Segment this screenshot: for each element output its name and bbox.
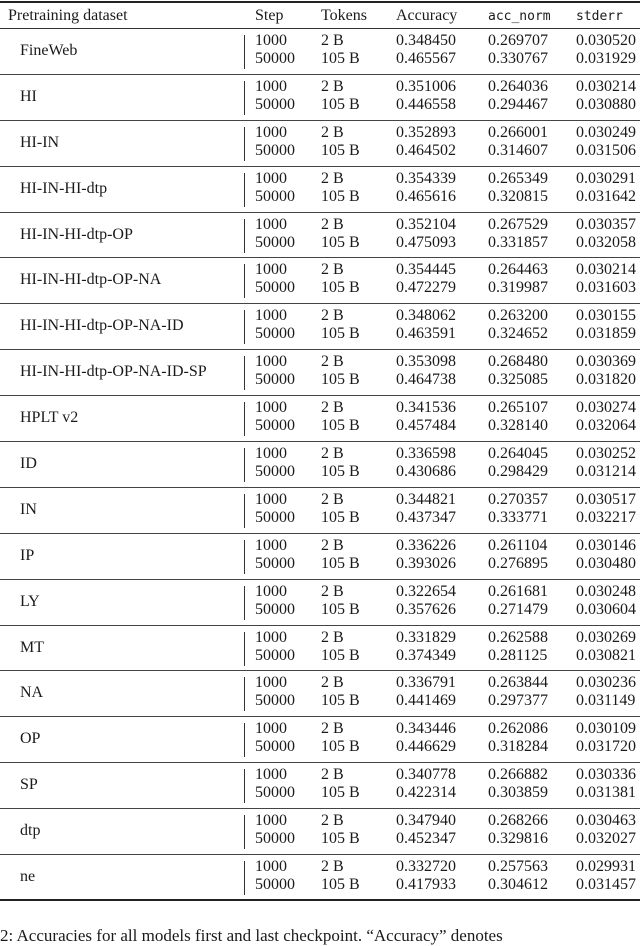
cell-tokens: 2 B [321,353,344,371]
dataset-name: OP [20,730,41,748]
dataset-name: HI-IN-HI-dtp-OP-NA-ID-SP [20,363,207,381]
cell-step: 50000 [255,95,295,113]
cell-step: 1000 [255,674,287,692]
cell-step: 1000 [255,490,287,508]
cell-accuracy: 0.374349 [396,646,456,664]
cell-accuracy: 0.393026 [396,554,456,572]
cell-accuracy: 0.464502 [396,141,456,159]
dataset-name: IN [20,500,37,518]
table-row [0,371,640,389]
cell-stderr: 0.031149 [576,692,636,710]
cell-acc-norm: 0.304612 [488,876,548,894]
table-row-group [0,258,640,304]
table-row [0,674,640,692]
table-row [0,188,640,206]
table-row [0,583,640,601]
table-row-group [0,121,640,167]
cell-acc-norm: 0.264463 [488,261,548,279]
dataset-name: NA [20,684,44,702]
cell-stderr: 0.030520 [576,32,636,49]
dataset-name: ID [20,455,37,473]
table-row [0,399,640,417]
cell-tokens: 2 B [321,628,344,646]
cell-step: 50000 [255,463,295,481]
cell-step: 1000 [255,536,287,554]
table-row [0,491,640,509]
cell-step: 1000 [255,858,287,876]
cell-tokens: 105 B [321,692,360,710]
cell-step: 50000 [255,325,295,343]
cell-acc-norm: 0.265349 [488,169,548,187]
header-step: Step [255,7,284,24]
cell-step: 50000 [255,876,295,894]
cell-stderr: 0.030109 [576,720,636,738]
cell-accuracy: 0.352893 [396,123,456,141]
table-row-group [0,75,640,121]
cell-step: 1000 [255,399,287,417]
header-tokens: Tokens [321,7,367,24]
cell-accuracy: 0.336598 [396,445,456,463]
cell-acc-norm: 0.262086 [488,720,548,738]
cell-acc-norm: 0.314607 [488,141,548,159]
cell-acc-norm: 0.265107 [488,399,548,417]
dataset-name: HPLT v2 [20,409,79,427]
cell-stderr: 0.031820 [576,371,636,389]
table-row [0,78,640,96]
cell-acc-norm: 0.276895 [488,554,548,572]
table-row [0,234,640,252]
cell-tokens: 2 B [321,77,344,95]
cell-step: 50000 [255,50,295,67]
cell-stderr: 0.031929 [576,50,636,67]
cell-stderr: 0.030336 [576,766,636,784]
table-row [0,124,640,142]
cell-stderr: 0.030155 [576,307,636,325]
cell-accuracy: 0.336226 [396,536,456,554]
cell-accuracy: 0.465567 [396,50,456,67]
cell-accuracy: 0.332720 [396,858,456,876]
table-row [0,353,640,371]
dataset-name: dtp [20,822,41,840]
cell-step: 50000 [255,371,295,389]
cell-accuracy: 0.465616 [396,187,456,205]
cell-stderr: 0.031457 [576,876,636,894]
cell-step: 1000 [255,215,287,233]
cell-stderr: 0.030357 [576,215,636,233]
cell-tokens: 105 B [321,600,360,618]
table-row-group [0,304,640,350]
cell-tokens: 105 B [321,554,360,572]
cell-step: 1000 [255,628,287,646]
cell-accuracy: 0.341536 [396,399,456,417]
cell-accuracy: 0.457484 [396,417,456,435]
cell-tokens: 105 B [321,646,360,664]
cell-tokens: 105 B [321,325,360,343]
table-row [0,96,640,114]
cell-acc-norm: 0.261104 [488,536,548,554]
table-row [0,216,640,234]
cell-accuracy: 0.348062 [396,307,456,325]
table-row-group [0,167,640,213]
cell-tokens: 105 B [321,784,360,802]
cell-stderr: 0.030274 [576,399,636,417]
cell-accuracy: 0.430686 [396,463,456,481]
cell-acc-norm: 0.320815 [488,187,548,205]
table-row [0,142,640,160]
table-row [0,463,640,481]
cell-tokens: 105 B [321,738,360,756]
table-row [0,830,640,848]
cell-stderr: 0.032027 [576,830,636,848]
table-row-group [0,213,640,259]
cell-step: 1000 [255,261,287,279]
cell-acc-norm: 0.331857 [488,233,548,251]
cell-accuracy: 0.343446 [396,720,456,738]
table-row [0,307,640,325]
cell-acc-norm: 0.319987 [488,279,548,297]
cell-step: 1000 [255,123,287,141]
cell-acc-norm: 0.303859 [488,784,548,802]
cell-stderr: 0.031381 [576,784,636,802]
cell-accuracy: 0.322654 [396,582,456,600]
cell-stderr: 0.032058 [576,233,636,251]
table-row-group [0,580,640,626]
cell-acc-norm: 0.268480 [488,353,548,371]
cell-step: 50000 [255,508,295,526]
cell-accuracy: 0.417933 [396,876,456,894]
table-row [0,738,640,756]
table-row [0,601,640,619]
table-row [0,50,640,68]
cell-stderr: 0.030248 [576,582,636,600]
cell-accuracy: 0.422314 [396,784,456,802]
cell-acc-norm: 0.270357 [488,490,548,508]
cell-step: 50000 [255,233,295,251]
cell-acc-norm: 0.263200 [488,307,548,325]
cell-tokens: 105 B [321,141,360,159]
cell-accuracy: 0.344821 [396,490,456,508]
table-row-group [0,626,640,672]
cell-step: 1000 [255,307,287,325]
table-row [0,170,640,188]
cell-acc-norm: 0.330767 [488,50,548,67]
cell-accuracy: 0.352104 [396,215,456,233]
cell-acc-norm: 0.324652 [488,325,548,343]
table-row-group [0,855,640,901]
cell-tokens: 105 B [321,95,360,113]
cell-stderr: 0.030214 [576,77,636,95]
cell-step: 50000 [255,784,295,802]
cell-accuracy: 0.357626 [396,600,456,618]
cell-acc-norm: 0.325085 [488,371,548,389]
cell-tokens: 2 B [321,536,344,554]
table-header [0,3,640,29]
cell-acc-norm: 0.294467 [488,95,548,113]
cell-accuracy: 0.331829 [396,628,456,646]
cell-step: 50000 [255,600,295,618]
table-row [0,509,640,527]
table-caption: 2: Accuracies for all models first and last checkpoint. “Accuracy” denotes [0,926,503,945]
header-dataset: Pretraining dataset [8,7,128,24]
cell-stderr: 0.030369 [576,353,636,371]
cell-tokens: 2 B [321,32,344,49]
table-row-group [0,488,640,534]
cell-tokens: 105 B [321,233,360,251]
cell-step: 50000 [255,141,295,159]
cell-acc-norm: 0.261681 [488,582,548,600]
cell-acc-norm: 0.257563 [488,858,548,876]
cell-step: 1000 [255,445,287,463]
header-stderr: stderr [576,9,623,24]
cell-step: 1000 [255,32,287,49]
header-acc-norm: acc_norm [488,9,551,24]
cell-accuracy: 0.441469 [396,692,456,710]
cell-tokens: 2 B [321,674,344,692]
cell-acc-norm: 0.333771 [488,508,548,526]
cell-tokens: 2 B [321,582,344,600]
cell-acc-norm: 0.318284 [488,738,548,756]
cell-tokens: 105 B [321,371,360,389]
table-row [0,766,640,784]
table-row [0,858,640,876]
table-row-group [0,763,640,809]
table-row [0,692,640,710]
table-row [0,32,640,50]
cell-stderr: 0.030291 [576,169,636,187]
cell-stderr: 0.030604 [576,600,636,618]
table-row [0,784,640,802]
cell-tokens: 105 B [321,830,360,848]
cell-tokens: 2 B [321,215,344,233]
cell-acc-norm: 0.281125 [488,646,548,664]
dataset-name: HI-IN-HI-dtp-OP-NA [20,271,162,289]
cell-stderr: 0.031859 [576,325,636,343]
cell-tokens: 2 B [321,720,344,738]
cell-acc-norm: 0.266001 [488,123,548,141]
cell-acc-norm: 0.269707 [488,32,548,49]
cell-accuracy: 0.452347 [396,830,456,848]
dataset-name: HI-IN-HI-dtp-OP [20,225,133,243]
cell-tokens: 105 B [321,463,360,481]
cell-stderr: 0.030236 [576,674,636,692]
cell-stderr: 0.030252 [576,445,636,463]
cell-step: 50000 [255,692,295,710]
cell-step: 50000 [255,417,295,435]
table-row [0,647,640,665]
cell-step: 50000 [255,646,295,664]
cell-step: 1000 [255,720,287,738]
cell-tokens: 105 B [321,50,360,67]
dataset-name: HI [20,87,37,105]
table-body [0,29,640,901]
cell-accuracy: 0.351006 [396,77,456,95]
cell-stderr: 0.032217 [576,508,636,526]
dataset-name: FineWeb [20,42,78,59]
cell-stderr: 0.030517 [576,490,636,508]
cell-tokens: 2 B [321,169,344,187]
table-row-group [0,809,640,855]
cell-accuracy: 0.340778 [396,766,456,784]
cell-accuracy: 0.348450 [396,32,456,49]
table-row-group [0,350,640,396]
cell-accuracy: 0.475093 [396,233,456,251]
cell-acc-norm: 0.263844 [488,674,548,692]
cell-tokens: 2 B [321,123,344,141]
cell-tokens: 105 B [321,417,360,435]
cell-accuracy: 0.347940 [396,812,456,830]
cell-stderr: 0.031642 [576,187,636,205]
cell-tokens: 2 B [321,766,344,784]
cell-acc-norm: 0.268266 [488,812,548,830]
cell-tokens: 105 B [321,508,360,526]
cell-tokens: 2 B [321,812,344,830]
cell-acc-norm: 0.262588 [488,628,548,646]
cell-step: 1000 [255,582,287,600]
table-row [0,325,640,343]
table-row [0,537,640,555]
dataset-name: ne [20,868,36,886]
dataset-name: HI-IN-HI-dtp [20,179,108,197]
cell-acc-norm: 0.328140 [488,417,548,435]
cell-acc-norm: 0.298429 [488,463,548,481]
cell-step: 1000 [255,812,287,830]
table-row [0,279,640,297]
cell-stderr: 0.030214 [576,261,636,279]
cell-step: 50000 [255,279,295,297]
cell-stderr: 0.030821 [576,646,636,664]
dataset-name: LY [20,592,40,610]
table-row [0,261,640,279]
cell-acc-norm: 0.329816 [488,830,548,848]
dataset-name: IP [20,546,35,564]
cell-stderr: 0.031506 [576,141,636,159]
table-row [0,417,640,435]
table-row-group [0,717,640,763]
cell-accuracy: 0.446629 [396,738,456,756]
cell-accuracy: 0.354445 [396,261,456,279]
cell-stderr: 0.030249 [576,123,636,141]
cell-step: 50000 [255,738,295,756]
cell-tokens: 2 B [321,858,344,876]
table-row [0,876,640,894]
table-row-group [0,534,640,580]
cell-tokens: 2 B [321,307,344,325]
cell-acc-norm: 0.266882 [488,766,548,784]
cell-stderr: 0.031214 [576,463,636,481]
cell-accuracy: 0.446558 [396,95,456,113]
cell-tokens: 2 B [321,261,344,279]
table-row-group [0,671,640,717]
cell-step: 50000 [255,187,295,205]
cell-accuracy: 0.353098 [396,353,456,371]
cell-step: 1000 [255,77,287,95]
table-row-group [0,29,640,75]
cell-stderr: 0.030480 [576,554,636,572]
table-row-group [0,442,640,488]
cell-step: 1000 [255,353,287,371]
header-accuracy: Accuracy [396,7,458,24]
cell-acc-norm: 0.271479 [488,600,548,618]
table-row-group [0,396,640,442]
cell-tokens: 2 B [321,445,344,463]
cell-accuracy: 0.437347 [396,508,456,526]
cell-tokens: 105 B [321,876,360,894]
cell-acc-norm: 0.267529 [488,215,548,233]
cell-accuracy: 0.336791 [396,674,456,692]
table-row [0,720,640,738]
cell-stderr: 0.032064 [576,417,636,435]
cell-step: 50000 [255,554,295,572]
cell-stderr: 0.030463 [576,812,636,830]
cell-acc-norm: 0.264036 [488,77,548,95]
table-row [0,555,640,573]
cell-stderr: 0.030269 [576,628,636,646]
cell-acc-norm: 0.264045 [488,445,548,463]
cell-step: 1000 [255,766,287,784]
cell-stderr: 0.031720 [576,738,636,756]
cell-stderr: 0.030880 [576,95,636,113]
cell-tokens: 105 B [321,187,360,205]
dataset-name: HI-IN [20,133,60,151]
dataset-name: MT [20,638,44,656]
cell-stderr: 0.030146 [576,536,636,554]
cell-accuracy: 0.354339 [396,169,456,187]
cell-acc-norm: 0.297377 [488,692,548,710]
cell-step: 1000 [255,169,287,187]
dataset-name: SP [20,776,38,794]
cell-stderr: 0.029931 [576,858,636,876]
cell-accuracy: 0.472279 [396,279,456,297]
cell-tokens: 2 B [321,490,344,508]
dataset-name: HI-IN-HI-dtp-OP-NA-ID [20,317,184,335]
cell-tokens: 2 B [321,399,344,417]
table-row [0,812,640,830]
cell-step: 50000 [255,830,295,848]
cell-accuracy: 0.463591 [396,325,456,343]
table-row [0,629,640,647]
cell-tokens: 105 B [321,279,360,297]
cell-accuracy: 0.464738 [396,371,456,389]
table-row [0,445,640,463]
cell-stderr: 0.031603 [576,279,636,297]
